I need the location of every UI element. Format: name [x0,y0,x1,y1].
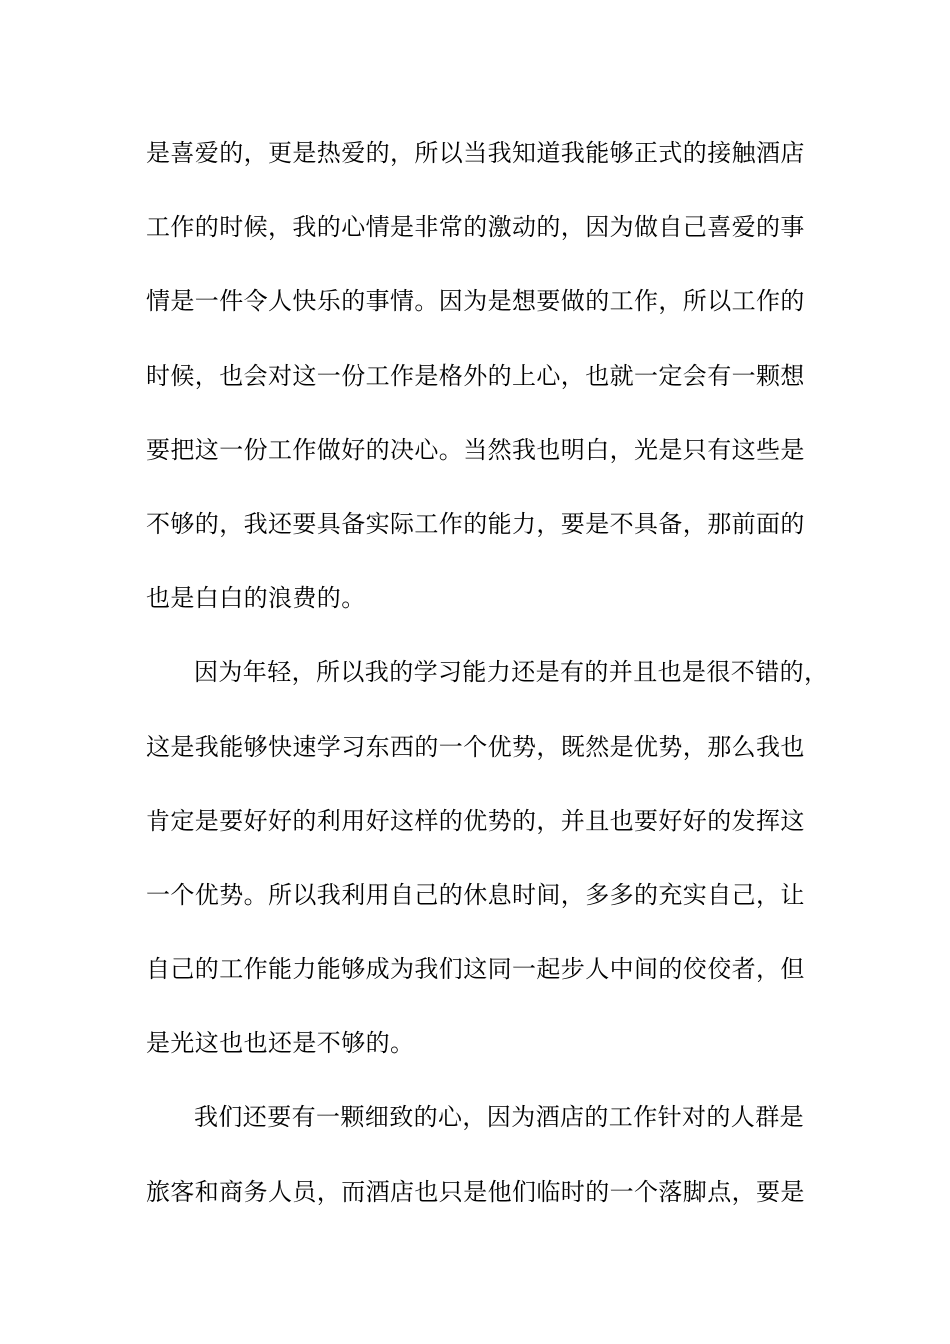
text-line-1: 是喜爱的，更是热爱的，所以当我知道我能够正式的接触酒店 [146,139,805,167]
text-line-12: 自己的工作能力能够成为我们这同一起步人中间的佼佼者，但 [146,955,805,984]
text-line-5: 要把这一份工作做好的决心。当然我也明白，光是只有这些是 [146,435,805,464]
text-line-2: 工作的时候，我的心情是非常的激动的，因为做自己喜爱的事 [146,213,805,242]
text-line-13: 是光这也也还是不够的。 [146,1029,415,1058]
text-line-4: 时候，也会对这一份工作是格外的上心，也就一定会有一颗想 [146,361,805,390]
document-body [146,126,829,1239]
text-line-14: 我们还要有一颗细致的心，因为酒店的工作针对的人群是 [194,1103,804,1132]
text-line-7: 也是白白的浪费的。 [146,584,366,613]
text-line-10: 肯定是要好好的利用好这样的优势的，并且也要好好的发挥这 [146,806,805,835]
text-line-9: 这是我能够快速学习东西的一个优势，既然是优势，那么我也 [146,732,805,761]
text-line-11: 一个优势。所以我利用自己的休息时间，多多的充实自己，让 [146,880,805,909]
text-line-8: 因为年轻，所以我的学习能力还是有的并且也是很不错的， [194,658,829,687]
text-line-3: 情是一件令人快乐的事情。因为是想要做的工作，所以工作的 [146,287,805,316]
text-line-15: 旅客和商务人员，而酒店也只是他们临时的一个落脚点，要是 [146,1177,805,1206]
text-line-6: 不够的，我还要具备实际工作的能力，要是不具备，那前面的 [146,509,805,538]
